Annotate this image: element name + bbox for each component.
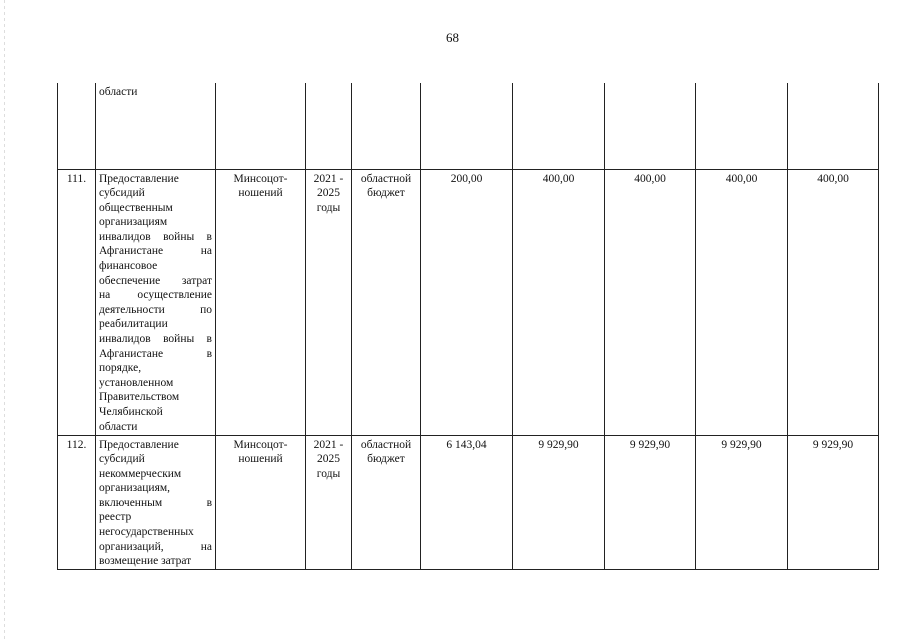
description-line: на осуществление: [99, 289, 212, 302]
description-line: финансовое: [99, 260, 158, 273]
description-line: возмещение затрат: [99, 555, 192, 568]
executor-line: Минсоцот-: [233, 172, 288, 185]
period-line: годы: [316, 467, 341, 480]
period-line: 2025: [317, 453, 340, 466]
description-line: включенным в: [99, 496, 212, 509]
page-number: 68: [446, 30, 459, 45]
executor-cell: [216, 435, 306, 569]
amount-cell: 400,00: [513, 169, 605, 435]
description-line: организациям,: [99, 482, 171, 495]
description-line: Предоставление: [99, 438, 179, 451]
amount-cell: 9 929,90: [605, 435, 696, 569]
amount-cell: 400,00: [605, 169, 696, 435]
amount-cell: [605, 83, 696, 169]
amount-cell: 6 143,04: [421, 435, 513, 569]
period-line: 2025: [317, 187, 340, 200]
description-line: организаций, на: [99, 540, 212, 553]
description-line: инвалидов войны в: [99, 333, 212, 346]
funding-source-line: бюджет: [367, 453, 405, 466]
period-cell: [306, 83, 352, 169]
description-line: деятельности по: [99, 303, 212, 316]
description-line: реабилитации: [99, 318, 168, 331]
executor-line: ношений: [238, 187, 283, 200]
table-row: [58, 169, 879, 435]
description-line: Афганистане в: [99, 347, 212, 360]
executor-cell: [216, 83, 306, 169]
scan-edge-mark: [4, 0, 5, 640]
amount-cell: 200,00: [421, 169, 513, 435]
description-line: субсидий: [99, 453, 145, 466]
table-row: [58, 83, 879, 169]
description-line: порядке,: [99, 362, 142, 375]
period-cell: [306, 435, 352, 569]
program-measures-table: [57, 83, 879, 570]
description-line: Правительством: [99, 391, 180, 404]
table-row: [58, 435, 879, 569]
amount-cell: [513, 83, 605, 169]
executor-cell: [216, 169, 306, 435]
description-line: Афганистане на: [99, 245, 212, 258]
period-line: 2021 -: [313, 172, 344, 185]
amount-cell: 9 929,90: [513, 435, 605, 569]
funding-source-line: бюджет: [367, 187, 405, 200]
description-line: негосударственных: [99, 526, 194, 539]
description-line: общественным: [99, 201, 173, 214]
executor-line: Минсоцот-: [233, 438, 288, 451]
description-line: инвалидов войны в: [99, 230, 212, 243]
row-number-cell: [58, 83, 96, 169]
description-cell: [96, 169, 216, 435]
description-cell: [96, 435, 216, 569]
amount-cell: [788, 83, 879, 169]
description-line: организациям: [99, 216, 168, 229]
funding-source-cell: [352, 83, 421, 169]
description-line: реестр: [99, 511, 132, 524]
description-line: субсидий: [99, 187, 145, 200]
period-line: годы: [316, 201, 341, 214]
description-line: некоммерческим: [99, 467, 182, 480]
row-number-cell: 112.: [58, 435, 96, 569]
description-line: Челябинской: [99, 406, 163, 418]
amount-cell: 400,00: [696, 169, 788, 435]
description-line: области: [99, 420, 138, 433]
funding-source-cell: [352, 169, 421, 435]
amount-cell: 400,00: [788, 169, 879, 435]
amount-cell: [421, 83, 513, 169]
description-line: области: [99, 86, 138, 98]
description-line: установленном: [99, 376, 174, 389]
period-cell: [306, 169, 352, 435]
amount-cell: 9 929,90: [696, 435, 788, 569]
description-cell: [96, 83, 216, 169]
executor-line: ношений: [238, 453, 283, 466]
amount-cell: 9 929,90: [788, 435, 879, 569]
amount-cell: [696, 83, 788, 169]
description-line: обеспечение затрат: [99, 274, 212, 287]
period-line: 2021 -: [313, 438, 344, 451]
row-number-cell: 111.: [58, 169, 96, 435]
funding-source-line: областной: [360, 172, 412, 185]
funding-source-cell: [352, 435, 421, 569]
funding-source-line: областной: [360, 438, 412, 451]
description-line: Предоставление: [99, 172, 179, 185]
